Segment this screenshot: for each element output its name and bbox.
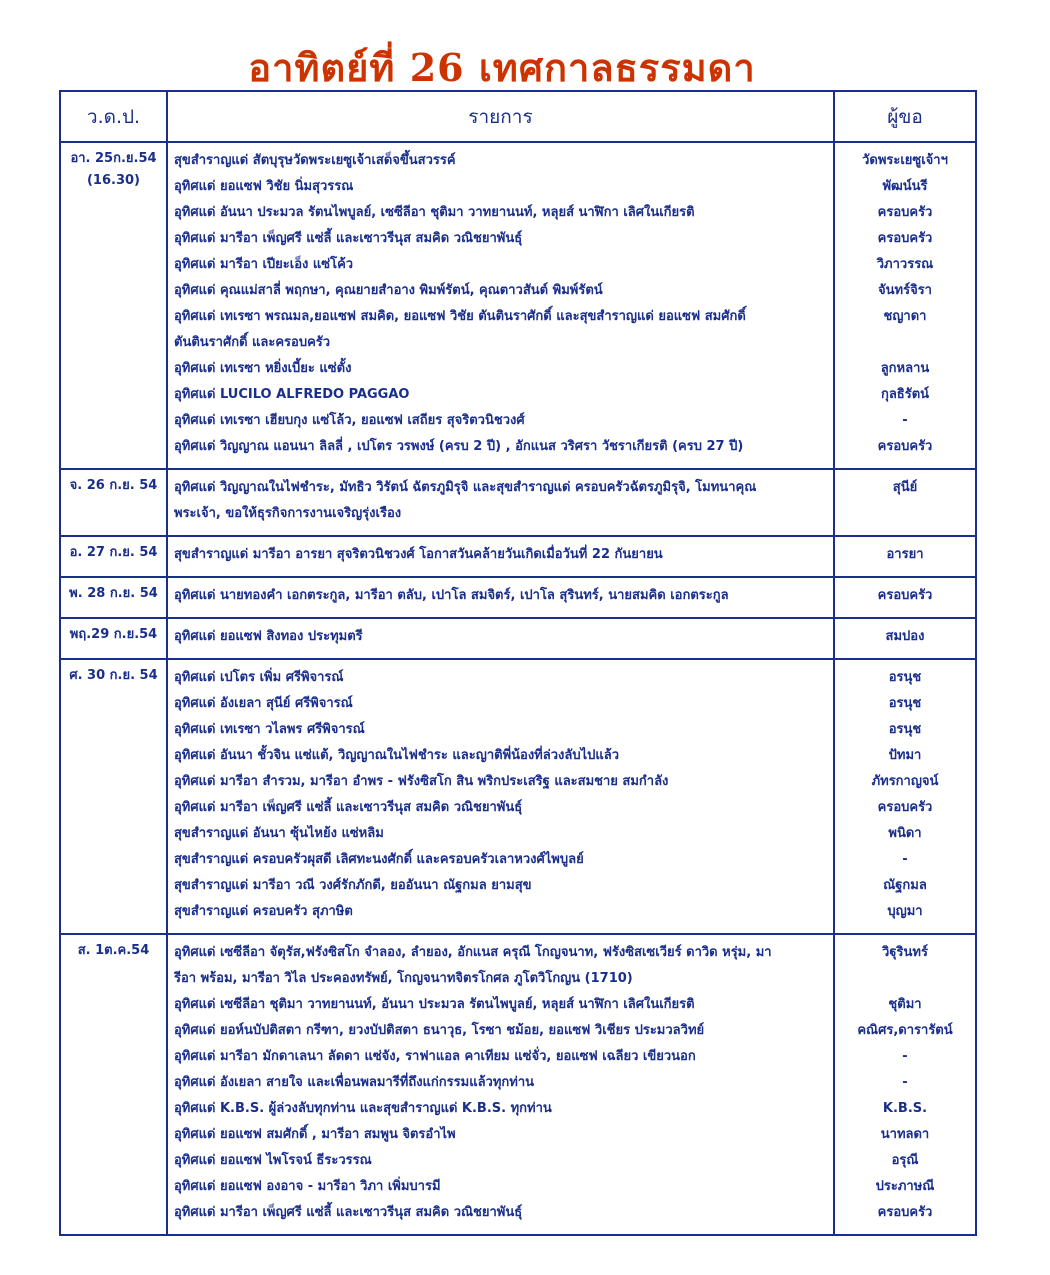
table-row [60,659,976,934]
items-cell [167,577,834,618]
requester-text: - [902,1075,908,1090]
requester-cell [834,934,976,1235]
intention-text-continued: พระเจ้า, ขอให้ธุรกิจการงานเจริญรุ่งเรือง [174,506,402,521]
requester-cell [834,618,976,659]
intention-text: อุทิศแด่ มารีอา สำรวม, มารีอา อำพร - ฟรังซิสโก สิน พริกประเสริฐ และสมชาย สมกำลัง [174,774,669,789]
intention-text: อุทิศแด่ อันนา ชั้วจิน แซ่แต้, วิญญาณในไฟชำระ และญาติพี่น้องที่ล่วงลับไปแล้ว [174,748,620,763]
items-cell [167,469,834,536]
header-date: ว.ด.ป. [60,91,167,142]
requester-text: สุนีย์ [892,480,918,495]
requester-text: พัฒน์นรี [882,179,928,194]
requester-text: ครอบครัว [877,439,933,454]
requester-text: อารยา [886,547,924,562]
requester-text: อรนุช [888,670,922,685]
requester-text: สมปอง [885,629,925,644]
intention-text: สุขสำราญแด่ มารีอา วณี วงศ์รักภักดี, ยออันนา ณัฐกมล ยามสุข [174,878,532,893]
date-text: (16.30) [86,173,140,188]
table-row [60,469,976,536]
requester-text: ปัทมา [888,748,922,763]
date-cell [60,469,167,536]
requester-text: - [902,413,908,428]
requester-text: อรุณี [891,1153,919,1168]
intention-text: อุทิศแด่ วิญญาณในไฟชำระ, มัทธิว วิรัตน์ ฉัตรภูมิรุจิ และสุขสำราญแด่ ครอบครัวฉัตรภูมิรุจิ, โมทนาคุณ [174,480,757,495]
intention-text: อุทิศแด่ เปโตร เพิ่ม ศรีพิจารณ์ [174,670,344,685]
date-text: ศ. 30 ก.ย. 54 [69,668,158,683]
page-title: อาทิตย์ที่ 26 เทศกาลธรรมดา [248,45,756,90]
intention-text: อุทิศแด่ มารีอา เพ็ญศรี แซ่ลี้ และเซาวรีนุส สมคิด วณิชยาพันธุ์ [174,800,523,815]
table-row [60,934,976,1235]
intention-text: อุทิศแด่ เทเรซา เฮียบกุง แซ่โล้ว, ยอแซฟ เสถียร สุจริตวนิชวงศ์ [174,413,525,428]
items-cell [167,618,834,659]
requester-text: วิภาวรรณ [876,257,934,272]
date-text: พ. 28 ก.ย. 54 [69,586,158,601]
requester-text: นาทลดา [880,1127,930,1142]
date-cell [60,618,167,659]
requester-text: พนิดา [888,826,922,841]
requester-text: ครอบครัว [877,205,933,220]
requester-cell [834,142,976,469]
date-text: อา. 25ก.ย.54 [70,151,157,166]
requester-text: ชุติมา [888,997,922,1012]
intention-text: สุขสำราญแด่ ครอบครัวผุสดี เลิศทะนงศักดิ์ และครอบครัวเลาหวงศ์ไพบูลย์ [174,852,584,867]
intention-text: อุทิศแด่ ยอห์นบัปติสตา กรีฑา, ยวงบัปติสตา ธนาวุธ, โรซา ชม้อย, ยอแซฟ วิเชียร ประมวลวิทย์ [174,1023,705,1038]
date-cell [60,659,167,934]
table-row [60,618,976,659]
date-text: ส. 1ต.ค.54 [77,943,150,958]
requester-text: กุลธิรัตน์ [880,387,930,402]
intention-text: อุทิศแด่ เซซีลีอา จัตุรัส,ฟรังซิสโก จำลอง, ลำยอง, อักแนส ครุณี โกญจนาท, ฟรังซิสเซเวียร์ ดาวิด หรุ่ม, มา [174,945,772,960]
requester-text: ภัทรกาญจน์ [871,774,939,789]
requester-text: ครอบครัว [877,1205,933,1220]
intention-text: สุขสำราญแด่ สัตบุรุษวัดพระเยซูเจ้าเสด็จขึ้นสวรรค์ [174,153,456,168]
requester-text: วิฐุรินทร์ [882,945,928,960]
date-text: จ. 26 ก.ย. 54 [69,478,158,493]
intention-text: อุทิศแด่ เทเรซา พรณมล,ยอแซฟ สมคิด, ยอแซฟ วิชัย ตันตินราศักดิ์ และสุขสำราญแด่ ยอแซฟ สมศักดิ์ [174,309,746,324]
requester-text: ครอบครัว [877,588,933,603]
intention-text: อุทิศแด่ LUCILO ALFREDO PAGGAO [174,387,410,402]
date-text: อ. 27 ก.ย. 54 [69,545,158,560]
requester-text: อรนุช [888,696,922,711]
intention-text: อุทิศแด่ มารีอา เปียะเอ็ง แซ่โค้ว [174,257,354,272]
date-cell [60,577,167,618]
intention-text: อุทิศแด่ คุณแม่สาลี่ พฤกษา, คุณยายสำอาง พิมพ์รัตน์, คุณตาวสันต์ พิมพ์รัตน์ [174,283,603,298]
requester-text: บุญมา [887,904,923,919]
requester-cell [834,469,976,536]
intention-text: อุทิศแด่ วิญญาณ แอนนา ลิลลี่ , เปโตร วรพงษ์ (ครบ 2 ปี) , อักแนส วริศรา วัชราเกียรติ (ครบ 27 ปี) [174,439,744,454]
date-cell [60,142,167,469]
requester-text: ณัฐกมล [883,878,927,893]
requester-text: อรนุช [888,722,922,737]
intention-text: อุทิศแด่ เซซีลีอา ชุติมา วาทยานนท์, อันนา ประมวล รัตนไพบูลย์, หลุยส์ นาฬิกา เลิศในเกียรติ [174,997,695,1012]
intention-text: อุทิศแด่ เทเรซา หยิ่งเบี้ยะ แซ่ตั้ง [174,361,352,376]
intention-text-continued: รีอา พร้อม, มารีอา วิไล ประคองทรัพย์, โกญจนาทจิตรโกศล ภูโตวิโกญน (1710) [174,971,633,986]
date-cell [60,934,167,1235]
table-body [60,142,976,1235]
items-cell [167,142,834,469]
requester-text: จันทร์จิรา [878,283,932,298]
intention-text: สุขสำราญแด่ อันนา ซุ้นไหย้ง แซ่หลิม [174,826,384,841]
table-row [60,536,976,577]
date-cell [60,536,167,577]
requester-spacer [837,501,973,527]
intention-text-continued: ตันตินราศักดิ์ และครอบครัว [174,335,331,350]
requester-text: ประภาษณี [875,1179,935,1194]
requester-text: วัดพระเยซูเจ้าฯ [862,153,948,168]
requester-text: ครอบครัว [877,800,933,815]
requester-cell [834,536,976,577]
intention-text: อุทิศแด่ ยอแซฟ ไพโรจน์ ธีระวรรณ [174,1153,372,1168]
intention-text: อุทิศแด่ อังเยลา สุนีย์ ศรีพิจารณ์ [174,696,353,711]
intention-text: อุทิศแด่ ยอแซฟ องอาจ - มารีอา วิภา เพิ่มบารมี [174,1179,441,1194]
items-cell [167,934,834,1235]
table-header [60,91,976,142]
requester-text: - [902,852,908,867]
requester-text: ชญาดา [883,309,927,324]
intention-text: อุทิศแด่ อันนา ประมวล รัตนไพบูลย์, เซซีลีอา ชุติมา วาทยานนท์, หลุยส์ นาฬิกา เลิศในเกียรติ [174,205,695,220]
requester-cell [834,659,976,934]
requester-spacer [837,330,973,356]
requester-text: คณิศร,ดารารัตน์ [857,1023,953,1038]
table-row [60,142,976,469]
requester-text: ลูกหลาน [880,361,930,376]
items-cell [167,659,834,934]
table-row [60,577,976,618]
intention-text: อุทิศแด่ K.B.S. ผู้ล่วงลับทุกท่าน และสุขสำราญแด่ K.B.S. ทุกท่าน [174,1101,552,1116]
requester-text: - [902,1049,908,1064]
intention-text: อุทิศแด่ มารีอา มักดาเลนา ลัดดา แซ่จัง, ราฟาแอล คาเทียม แซ่จั่ว, ยอแซฟ เฉลียว เขียวนอก [174,1049,696,1064]
intention-text: สุขสำราญแด่ มารีอา อารยา สุจริตวนิชวงศ์ โอกาสวันคล้ายวันเกิดเมื่อวันที่ 22 กันยายน [174,547,663,562]
intention-text: อุทิศแด่ เทเรซา วไลพร ศรีพิจารณ์ [174,722,365,737]
intention-text: อุทิศแด่ อังเยลา สายใจ และเพื่อนพลมารีที่ถึงแก่กรรมแล้วทุกท่าน [174,1075,535,1090]
date-text: พฤ.29 ก.ย.54 [69,627,158,642]
intention-text: อุทิศแด่ ยอแซฟ สมศักดิ์ , มารีอา สมพูน จิตรอำไพ [174,1127,456,1142]
header-requester: ผู้ขอ [834,91,976,142]
intention-text: สุขสำราญแด่ ครอบครัว สุภาษิต [174,904,353,919]
requester-text: ครอบครัว [877,231,933,246]
mass-intentions-table [59,90,977,1236]
intention-text: อุทิศแด่ มารีอา เพ็ญศรี แซ่ลี้ และเซาวรีนุส สมคิด วณิชยาพันธุ์ [174,231,523,246]
header-items: รายการ [167,91,834,142]
intention-text: อุทิศแด่ ยอแซฟ สิงทอง ประทุมตรี [174,629,363,644]
intention-text: อุทิศแด่ มารีอา เพ็ญศรี แซ่ลี้ และเซาวรีนุส สมคิด วณิชยาพันธุ์ [174,1205,523,1220]
intention-text: อุทิศแด่ นายทองคำ เอกตระกูล, มารีอา ตลับ, เปาโล สมจิตร์, เปาโล สุรินทร์, นายสมคิด เอกตระกูล [174,588,729,603]
items-cell [167,536,834,577]
requester-text: K.B.S. [882,1101,928,1116]
intention-text: อุทิศแด่ ยอแซฟ วิชัย นิ่มสุวรรณ [174,179,354,194]
requester-spacer [837,966,973,992]
requester-cell [834,577,976,618]
